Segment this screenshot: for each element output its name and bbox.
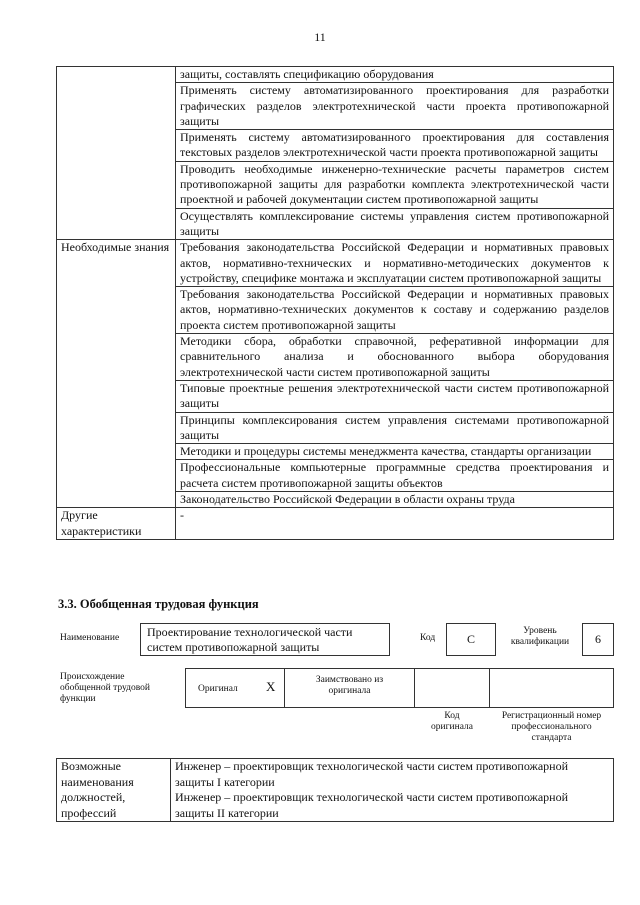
code-value: С <box>446 623 496 656</box>
borrowed-label-line: оригинала <box>328 686 371 696</box>
level-label-line: Уровень <box>523 626 557 636</box>
skill-row: Применять систему автоматизированного проектирования для составления текстовых разделов электротехнической части проекта противопожарной защиты <box>176 130 614 162</box>
original-cell <box>185 668 285 708</box>
skill-row: Осуществлять комплексирование системы управления систем противопожарной защиты <box>176 208 614 240</box>
knowledge-row: Методики сбора, обработки справочной, реферативной информации для сравнительного анализа и обоснованного выбора оборудования электротехнической части систем противопожарной защиты <box>176 334 614 381</box>
position-item: Инженер – проектировщик технологической части систем противопожарной защиты II категории <box>175 790 569 820</box>
positions-values <box>171 759 614 822</box>
caption-line: Регистрационный номер <box>501 711 602 721</box>
registration-number-cell <box>489 668 614 708</box>
skill-row: Проводить необходимые инженерно-технические расчеты параметров систем противопожарной защиты для разработки комплекта электротехнической части проектной и рабочей документации систем противопожарной защиты <box>176 161 614 208</box>
level-label-line: квалификации <box>510 637 570 647</box>
skills-knowledge-table <box>56 66 614 540</box>
knowledge-row: Требования законодательства Российской Федерации и нормативных правовых актов, нормативно-технических документов к составу и содержанию разделов проекта систем противопожарной защиты <box>176 287 614 334</box>
original-mark: X <box>266 679 276 694</box>
origin-label-line: обобщенной трудовой <box>60 683 150 693</box>
original-code-caption <box>414 711 490 733</box>
name-value-box <box>140 623 390 656</box>
other-label: Другие характеристики <box>57 508 176 540</box>
knowledge-row: Принципы комплексирования систем управления системами противопожарной защиты <box>176 412 614 444</box>
positions-table <box>56 758 614 822</box>
caption-line: Код <box>444 711 460 721</box>
level-label <box>505 626 575 648</box>
other-value: - <box>176 508 614 540</box>
position-item: Инженер – проектировщик технологической части систем противопожарной защиты I категории <box>175 759 569 789</box>
knowledge-row: Требования законодательства Российской Федерации и нормативных правовых актов, нормативно-технических и нормативно-методических документов к устройству, специфике монтажа и эксплуатации систем противопожарной защиты <box>176 240 614 287</box>
registration-caption <box>489 711 614 744</box>
knowledge-label: Необходимые знания <box>57 240 176 287</box>
level-value: 6 <box>582 623 614 656</box>
name-value-line: Проектирование технологической части <box>147 625 353 639</box>
original-label: Оригинал <box>198 684 238 694</box>
origin-label-line: Происхождение <box>60 672 125 682</box>
caption-line: профессионального <box>511 722 592 732</box>
borrowed-cell <box>284 668 415 708</box>
caption-line: оригинала <box>431 722 473 732</box>
positions-label: Возможные наименования должностей, профессий <box>57 759 171 822</box>
original-code-cell <box>414 668 490 708</box>
skill-row: Применять систему автоматизированного проектирования для разработки графических разделов электротехнической части проекта противопожарной защиты <box>176 83 614 130</box>
origin-label <box>60 672 150 705</box>
knowledge-row: Законодательство Российской Федерации в области охраны труда <box>176 492 614 508</box>
page-number: 11 <box>314 30 326 44</box>
caption-line: стандарта <box>531 733 572 743</box>
code-label: Код <box>420 633 436 643</box>
name-value-line: систем противопожарной защиты <box>147 640 320 654</box>
origin-label-line: функции <box>60 694 96 704</box>
name-label: Наименование <box>60 633 120 643</box>
knowledge-row: Типовые проектные решения электротехнической части систем противопожарной защиты <box>176 380 614 412</box>
knowledge-row: Профессиональные компьютерные программные средства проектирования и расчета систем противопожарной защиты объектов <box>176 460 614 492</box>
knowledge-row: Методики и процедуры системы менеджмента качества, стандарты организации <box>176 444 614 460</box>
skill-row: защиты, составлять спецификацию оборудования <box>176 67 614 83</box>
section-title: 3.3. Обобщенная трудовая функция <box>58 597 259 611</box>
borrowed-label-line: Заимствовано из <box>315 675 384 685</box>
